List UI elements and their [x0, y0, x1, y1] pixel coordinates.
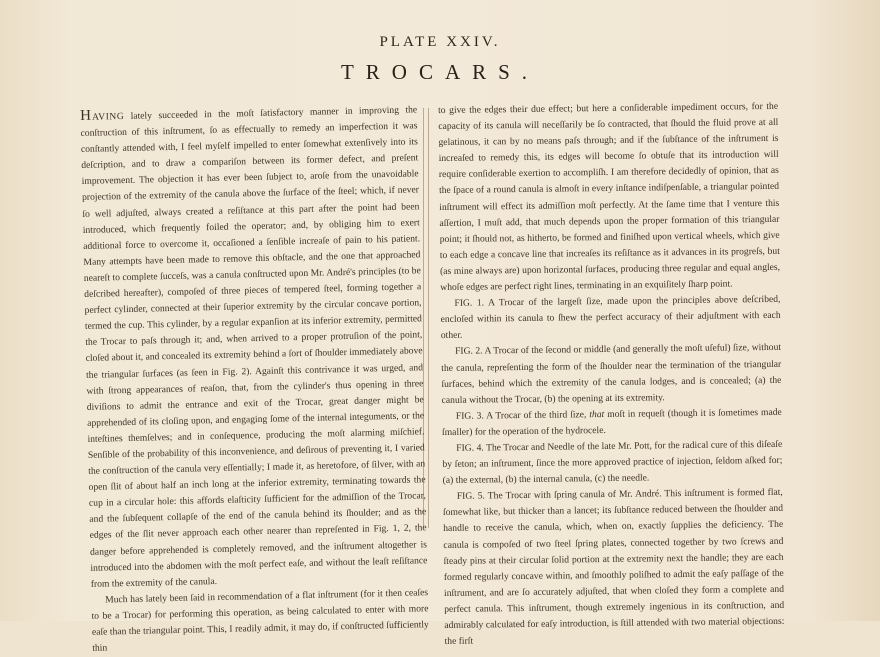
- first-word-rest: AVING: [91, 111, 125, 123]
- fig-3-emphasis: that: [589, 408, 605, 420]
- left-column: [80, 100, 429, 657]
- drop-cap: H: [80, 107, 93, 124]
- left-paragraph-2: Much has lately been ſaid in recommendation of a flat inſtrument (for it then ceaſes to be a Trocar) for performing this operation, as being calculated to enter with more eaſe than the triangular point. This, I readily admit, it may do, if conſtructed ſufficiently thin: [91, 587, 429, 654]
- right-paragraph-1: to give the edges their due effect; but here a conſiderable impediment occurs, for the capacity of its canula will neceſſarily be ſo contracted, that ſhould the fluid prove at all gelatinous, it can by no means paſs through; and if the ſubſtance of the inſtrument is increaſed to remedy this, its edges will become ſo obtuſe that its introduction will require conſiderable exertion to accompliſh. I am therefore decidedly of opinion, that as the ſpace of a round canula is almoſt in every inſtance indiſpenſable, a triangular pointed inſtrument will effect its admiſſion moſt perfectly. At the ſame time that I venture this aſſertion, I muſt add, that much depends upon the proper formation of this triangular point; it ſhould not, as hitherto, be formed and finiſhed upon vertical wheels, which give to each edge a concave line that increaſes its reſiſtance as it advances in its progreſs, but (as mine always are) upon horizontal ſurfaces, producing three regular and equal angles, whoſe edges are perfect right lines, terminating in an exquiſitely ſharp point.: [438, 100, 781, 294]
- fig-3-text-a: FIG. 3. A Trocar of the third ſize,: [455, 408, 590, 422]
- page-title: TROCARS.: [340, 60, 540, 84]
- left-paragraph-1-text: lately succeeded in the moſt ſatisfactory manner in improving the conſtruction of this inſtrument, ſo as effectually to remedy an imperfection it was conſtantly attended with, I feel myſelf impelled to enter ſomewhat extenſively into its deſcription, and to draw a compariſon between its former defect, and preſent improvement. The objection it has ever been ſubject to, aroſe from the unavoidable projection of the extremity of the canula above the ſurface of the ſteel; which, if never ſo well adjuſted, always created a reſiſtance at this part after the point had been introduced, which frequently foiled the operator; and, by obliging him to exert additional force to overcome it, occaſioned a ſenſible increaſe of pain to his patient. Many attempts have been made to remove this obſtacle, and the one that approached neareſt to complete ſucceſs, was a canula conſtructed upon Mr. André's principles (to be deſcribed hereafter), compoſed of three pieces of tempered ſteel, forming together a perfect cylinder, connected at their ſuperior extremity by the circular concave portion, termed the cup. This cylinder, by a regular expanſion at its inferior extremity, permitted the Trocar to paſs through it; and, when arrived to a proper protruſion of the point, cloſed about it, and concealed its extremity behind a ſort of ſhoulder immediately above the triangular ſurfaces (as ſeen in Fig. 2). Againſt this contrivance it was urged, and with ſtrong appearances of reaſon, that, from the cylinder's thus opening in three diviſions to admit the entrance and exit of the Trocar, great danger might be apprehended of its cloſing upon, and engaging ſome of the internal integuments, or the inteſtines themſelves; and in conſequence, producing the moſt alarming miſchief. Senſible of the probability of this inconvenience, and deſirous of preventing it, I varied the conſtruction of the canula very eſſentially; I made it, as heretofore, of ſilver, with an open ſlit of about half an inch long at the inferior extremity, terminating towards the cup in a circular hole: this affords elaſticity ſufficient for the admiſſion of the Trocar, and the ſubſequent collapſe of the end of the canula behind its ſhoulder; and as the edges of the ſlit never approach each other nearer than repreſented in Fig. 1, 2, the danger before apprehended is completely removed, and the inſtrument altogether is introduced into the abdomen with the moſt perfect eaſe, and without the leaſt reſiſtance from the extremity of the canula.: [80, 104, 428, 590]
- fig-3-text-b: moſt in requeſt (though it is ſometimes made ſmaller) for the operation of the hydrocele.: [441, 406, 782, 438]
- fig-4-description: FIG. 4. The Trocar and Needle of the late Mr. Pott, for the radical cure of this diſeaſe by ſeton; an inſtrument, ſince the more approved practice of injection, ſeldom aſked for; (a) the external, (b) the internal canula, (c) the needle.: [442, 438, 783, 487]
- fig-5-description: FIG. 5. The Trocar with ſpring canula of Mr. André. This inſtrument is formed flat, ſomewhat like, but thicker than a lancet; its ſubſtance reduced between the ſhoulder and handle to receive the canula, which, when on, exactly ſupplies the deficiency. The canula is compoſed of two ſteel ſpring plates, connected together by two ſcrews and ſteady pins at their circular ſolid portion at the extremity next the handle; they are each formed regularly concave within, and ſmoothly poliſhed to admit the eaſy paſſage of the inſtrument, and are ſo accurately adjuſted, that when cloſed they form a complete and perfect canula. This inſtrument, though extremely ingenious in its conſtruction, and admirably calculated for eaſy introduction, is ſtill attended with two material objections: the firſt: [442, 487, 785, 648]
- right-column: [438, 99, 785, 650]
- fig-3-description: [442, 405, 782, 441]
- fig-2-description: FIG. 2. A Trocar of the ſecond or middle (and generally the moſt uſeful) ſize, without the canula, repreſenting the form of the ſhoulder near the termination of the triangular ſurfaces, behind which the extremity of the canula lodges, and is concealed; (a) the canula without the Trocar, (b) the opening at its extremity.: [441, 342, 782, 406]
- plate-number: PLATE XXIV.: [379, 34, 501, 50]
- fig-1-description: FIG. 1. A Trocar of the largeſt ſize, made upon the principles above deſcribed, encloſed within its canula to ſhew the perfect accuracy of their adjuſtment with each other.: [440, 293, 781, 342]
- left-paragraph-1: [80, 100, 428, 592]
